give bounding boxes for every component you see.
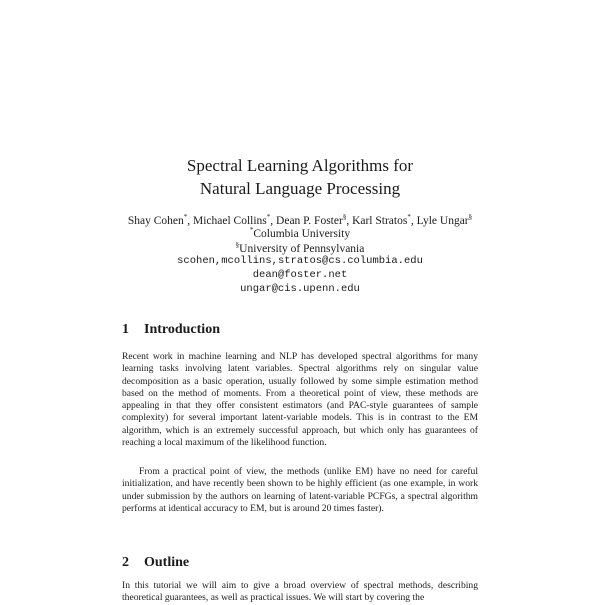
section-heading-outline <box>122 554 189 572</box>
section-title: Outline <box>144 555 190 570</box>
author-name: Karl Stratos <box>352 215 408 227</box>
body-paragraph: In this tutorial we will aim to give a broad overview of spectral methods, describing theoretical guarantees, as well as practical issues. We will start by covering the <box>122 580 478 604</box>
body-paragraph: From a practical point of view, the methods (unlike EM) have no need for careful initialization, and have recently been shown to be highly efficient (as one example, in work under submission by the authors on learning of latent-variable PCFGs, a spectral algorithm performs at identical accuracy to EM, but is around 20 times faster). <box>122 466 478 514</box>
author-email: scohen,mcollins,stratos@cs.columbia.edu <box>177 255 423 267</box>
paper-title-line-1: Spectral Learning Algorithms for <box>186 156 414 175</box>
affiliation-mark: § <box>235 241 240 249</box>
paper-title-line-2: Natural Language Processing <box>199 179 401 198</box>
author-affiliation-mark: § <box>468 213 473 221</box>
author-list: Shay Cohen*, Michael Collins*, Dean P. Foster§, Karl Stratos*, Lyle Ungar§ <box>127 213 473 227</box>
author-affiliation-mark: * <box>266 213 271 221</box>
section-number: 1 <box>122 322 129 337</box>
body-paragraph: Recent work in machine learning and NLP has developed spectral algorithms for many learning tasks involving latent variables. Spectral algorithms rely on singular value decomposition as a basic operation, usually followed by some simple estimation method based on the method of moments. From a theoretical point of view, these methods are appealing in that they offer consistent estimators (and PAC-style guarantees of sample complexity) for several important latent-variable models. This is in contrast to the EM algorithm, which is an extremely successful approach, but which only has guarantees of reaching a local maximum of the likelihood function. <box>122 351 478 448</box>
author-name: Dean P. Foster <box>276 215 343 227</box>
affiliation-name: Columbia University <box>253 228 351 240</box>
section-heading-introduction <box>122 321 220 339</box>
author-name: Michael Collins <box>193 215 267 227</box>
section-number: 2 <box>122 555 129 570</box>
author-email: ungar@cis.upenn.edu <box>240 283 360 295</box>
author-name: Lyle Ungar <box>416 215 469 227</box>
author-name: Shay Cohen <box>127 215 184 227</box>
affiliation-mark: * <box>249 226 254 234</box>
author-affiliation-mark: * <box>407 213 411 221</box>
author-affiliation-mark: * <box>183 213 188 221</box>
affiliation-name: University of Pennsylvania <box>239 243 365 255</box>
author-email: dean@foster.net <box>252 269 348 281</box>
section-title: Introduction <box>144 322 220 337</box>
author-affiliation-mark: § <box>342 213 347 221</box>
